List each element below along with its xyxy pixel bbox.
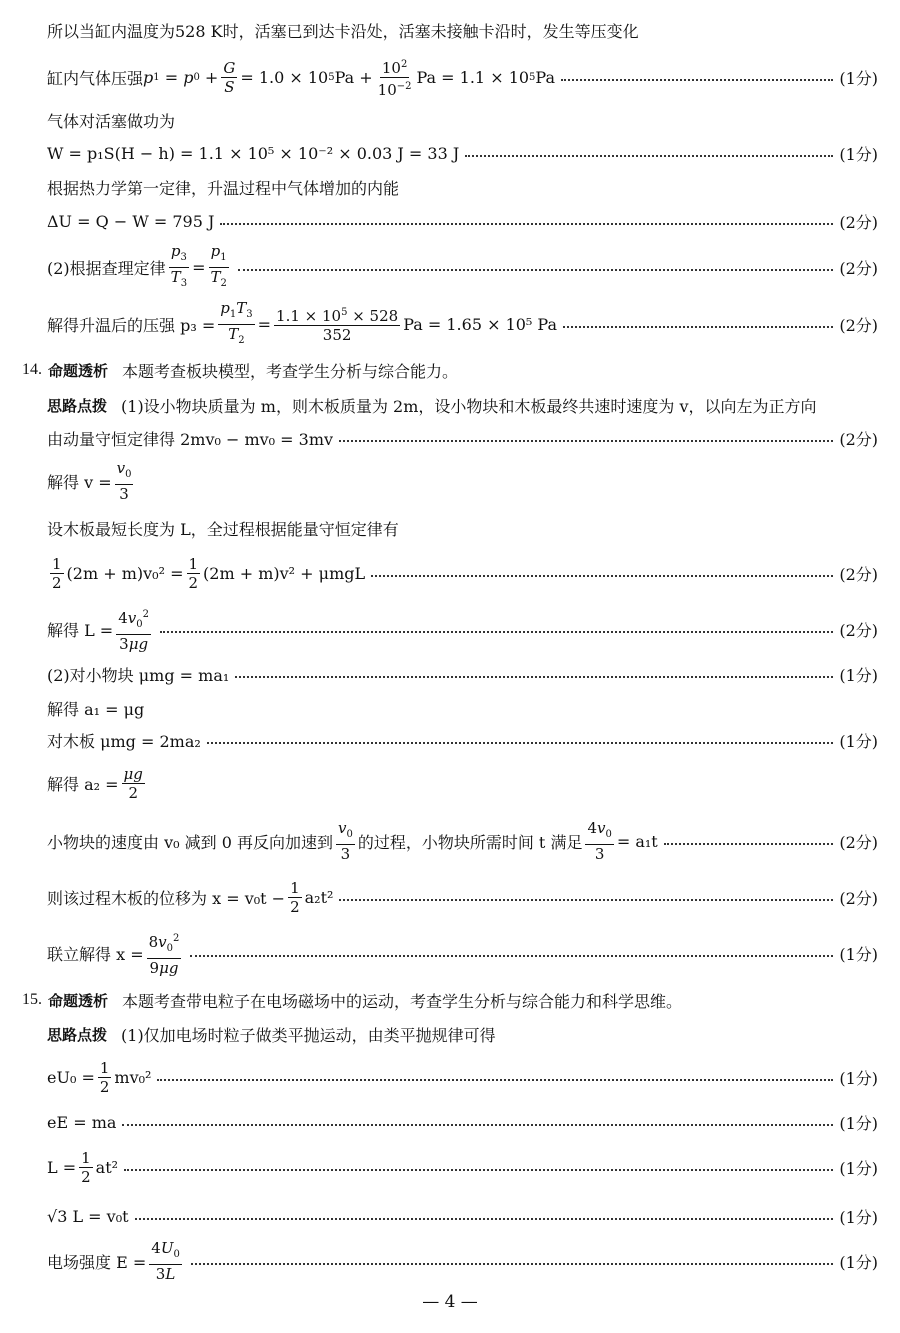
text: eE = ma — [47, 1112, 117, 1132]
leader-dots — [135, 1218, 834, 1220]
leader-dots — [191, 1263, 833, 1265]
fraction: $\frac{1}{2}$ — [81, 1148, 91, 1186]
text: Pa + — [334, 67, 373, 87]
text: 由动量守恒定律得 2mv₀ − mv₀ = 3mv — [47, 429, 334, 449]
leader-dots — [664, 843, 834, 845]
leader-dots — [563, 326, 833, 328]
text-line — [47, 508, 878, 548]
leader-dots — [465, 155, 833, 157]
fraction: $\frac{p_3}{T_3}$ — [170, 241, 188, 289]
leader-dots — [371, 575, 833, 577]
equation-line — [47, 1144, 878, 1190]
text: 的过程，小物块所需时间 t 满足 — [357, 832, 583, 852]
fraction: $\frac{4v_0}{3}$ — [587, 819, 612, 863]
equation-line — [47, 760, 878, 806]
fraction: $\frac{1}{2}$ — [99, 1058, 110, 1096]
score: (2分) — [839, 258, 878, 278]
question-number: 14. — [22, 361, 42, 378]
text: (2m + m)v₀² = — [66, 563, 184, 583]
score: (1分) — [839, 665, 878, 685]
text: 气体对活塞做功为 — [47, 111, 176, 131]
fraction: $\frac{1}{2}$ — [52, 554, 62, 592]
fraction: $\frac{\mu g}{2}$ — [123, 764, 143, 802]
text: W = p₁S(H − h) = 1.1 × 10⁵ × 10⁻² × 0.03 J = 33 J — [47, 143, 460, 163]
text: 解得 v = — [47, 472, 112, 492]
equation-line: (2)根据查理定律 $\frac{p_3}{T_3}$ = $\frac{p_1}{T_2}$ (2分) — [47, 245, 878, 289]
fraction: $\frac{G}{S}$ — [223, 58, 236, 96]
score: (2分) — [839, 620, 878, 640]
score: (1分) — [839, 1068, 878, 1088]
score: (1分) — [839, 944, 878, 964]
text: 设木板最短长度为 L，全过程根据能量守恒定律有 — [47, 519, 399, 539]
fraction: $\frac{v_0}{3}$ — [337, 819, 353, 863]
equation-line — [47, 930, 878, 976]
fraction: $\frac{v_0}{3}$ — [116, 459, 132, 503]
text: √3 L = v₀t — [47, 1206, 129, 1226]
text: = a₁t — [616, 831, 658, 851]
equation-line — [47, 550, 878, 596]
text-line — [47, 1014, 878, 1054]
equation-line: 解得升温后的压强 p₃ = $\frac{p_1T_3}{T_2}$ = $\frac{1.1 \times 10^5 \times 528}{352}$ Pa = 1.65 × 10⁵ Pa (2分) — [47, 302, 878, 346]
text: (2)根据查理定律 — [47, 258, 166, 278]
text: a₂t² — [304, 887, 334, 907]
fraction: $\frac{4v_0^2}{3\mu g}$ — [116, 606, 151, 653]
text: 所以当缸内温度为528 K时，活塞已到达卡沿处，活塞未接触卡沿时，发生等压变化 — [47, 21, 639, 41]
leader-dots — [220, 223, 833, 225]
text: 联立解得 x = — [47, 944, 144, 964]
text: at² — [95, 1157, 119, 1177]
score: (1分) — [839, 1158, 878, 1178]
text: (2m + m)v² + μmgL — [203, 563, 366, 583]
leader-dots — [339, 440, 833, 442]
text: = 1.0 × 10 — [240, 67, 329, 87]
score: (2分) — [839, 315, 878, 335]
text: Pa — [535, 67, 556, 87]
fraction: $\frac{p_1}{T_2}$ — [210, 241, 227, 289]
text: 解得升温后的压强 p₃ = — [47, 315, 216, 335]
score: (2分) — [839, 429, 878, 449]
leader-dots — [561, 79, 833, 81]
equation-line — [47, 1196, 878, 1236]
text: 小物块的速度由 v₀ 减到 0 再反向加速到 — [47, 832, 333, 852]
leader-dots — [235, 676, 833, 678]
text: 本题考查板块模型，考查学生分析与综合能力。 — [122, 361, 459, 381]
text: 电场强度 E = — [47, 1252, 147, 1272]
score: (1分) — [839, 68, 878, 88]
text-line — [47, 10, 878, 50]
equation-line — [47, 1054, 878, 1100]
fraction: $\frac{4U_0}{3L}$ — [151, 1239, 180, 1283]
fraction: $\frac{1.1 \times 10^5 \times 528}{352}$ — [274, 304, 400, 344]
section-label: 思路点拨 — [47, 396, 108, 415]
section-label: 命题透析 — [48, 361, 109, 380]
score: (1分) — [839, 144, 878, 164]
equation-line — [47, 874, 878, 920]
text: 本题考查带电粒子在电场磁场中的运动，考查学生分析与综合能力和科学思维。 — [122, 991, 683, 1011]
leader-dots — [207, 742, 834, 744]
question-number: 15. — [22, 991, 42, 1008]
equation-line — [47, 1102, 878, 1142]
question-14-header — [22, 350, 878, 390]
text: L = — [47, 1157, 77, 1177]
text: Pa = 1.1 × 10 — [416, 67, 530, 87]
text: (1)设小物块质量为 m，则木板质量为 2m，设小物块和木板最终共速时速度为 v，以向左为正方向 — [121, 396, 817, 416]
text: 根据热力学第一定律，升温过程中气体增加的内能 — [47, 178, 400, 198]
fraction: $\frac{8v_0^2}{9\mu g}$ — [147, 930, 182, 977]
score: (1分) — [839, 1252, 878, 1272]
equation-line — [47, 1238, 878, 1284]
section-label: 思路点拨 — [47, 1025, 108, 1044]
score: (1分) — [839, 1113, 878, 1133]
equation-line — [47, 458, 878, 504]
text: (2)对小物块 μmg = ma₁ — [47, 665, 230, 685]
score: (1分) — [839, 1207, 878, 1227]
leader-dots — [124, 1169, 833, 1171]
score: (1分) — [839, 731, 878, 751]
leader-dots — [122, 1124, 833, 1126]
text: eU₀ = — [47, 1067, 95, 1087]
score: (2分) — [839, 832, 878, 852]
equation-line — [47, 606, 878, 652]
fraction: $\frac{p_1T_3}{T_2}$ — [220, 298, 253, 346]
score: (2分) — [839, 212, 878, 232]
text: 解得 a₁ = μg — [47, 699, 145, 719]
text: 缸内气体压强 — [47, 68, 144, 88]
equation-line: 缸内气体压强 p 1 = p 0 + $\frac{G}{S}$ = 1.0 × 10 5 Pa + $\frac{10^2}{10^{-2}}$ Pa = 1.1 × 10 5 Pa (1分) — [47, 55, 878, 99]
text: ΔU = Q − W = 795 J — [47, 211, 215, 231]
text: 解得 a₂ = — [47, 774, 119, 794]
fraction: $\frac{1}{2}$ — [188, 554, 199, 592]
equation-line — [47, 418, 878, 458]
text: (1)仅加电场时粒子做类平抛运动，由类平抛规律可得 — [121, 1025, 496, 1045]
text: Pa = 1.65 × 10⁵ Pa — [403, 314, 558, 334]
score: (2分) — [839, 564, 878, 584]
fraction: $\frac{1}{2}$ — [290, 878, 300, 916]
leader-dots — [339, 899, 833, 901]
equation-line — [47, 818, 878, 864]
page-number: — 4 — — [422, 1292, 478, 1312]
leader-dots — [157, 1079, 833, 1081]
text: 对木板 μmg = 2ma₂ — [47, 731, 201, 751]
text: 则该过程木板的位移为 x = v₀t − — [47, 888, 286, 908]
text: mv₀² — [114, 1067, 152, 1087]
leader-dots — [238, 269, 833, 271]
text: 解得 L = — [47, 620, 114, 640]
score: (2分) — [839, 888, 878, 908]
leader-dots — [190, 955, 833, 957]
fraction: $\frac{10^2}{10^{-2}}$ — [376, 56, 414, 99]
equation-line — [47, 720, 878, 760]
equation-line — [47, 201, 878, 241]
leader-dots — [160, 631, 833, 633]
section-label: 命题透析 — [48, 991, 109, 1010]
